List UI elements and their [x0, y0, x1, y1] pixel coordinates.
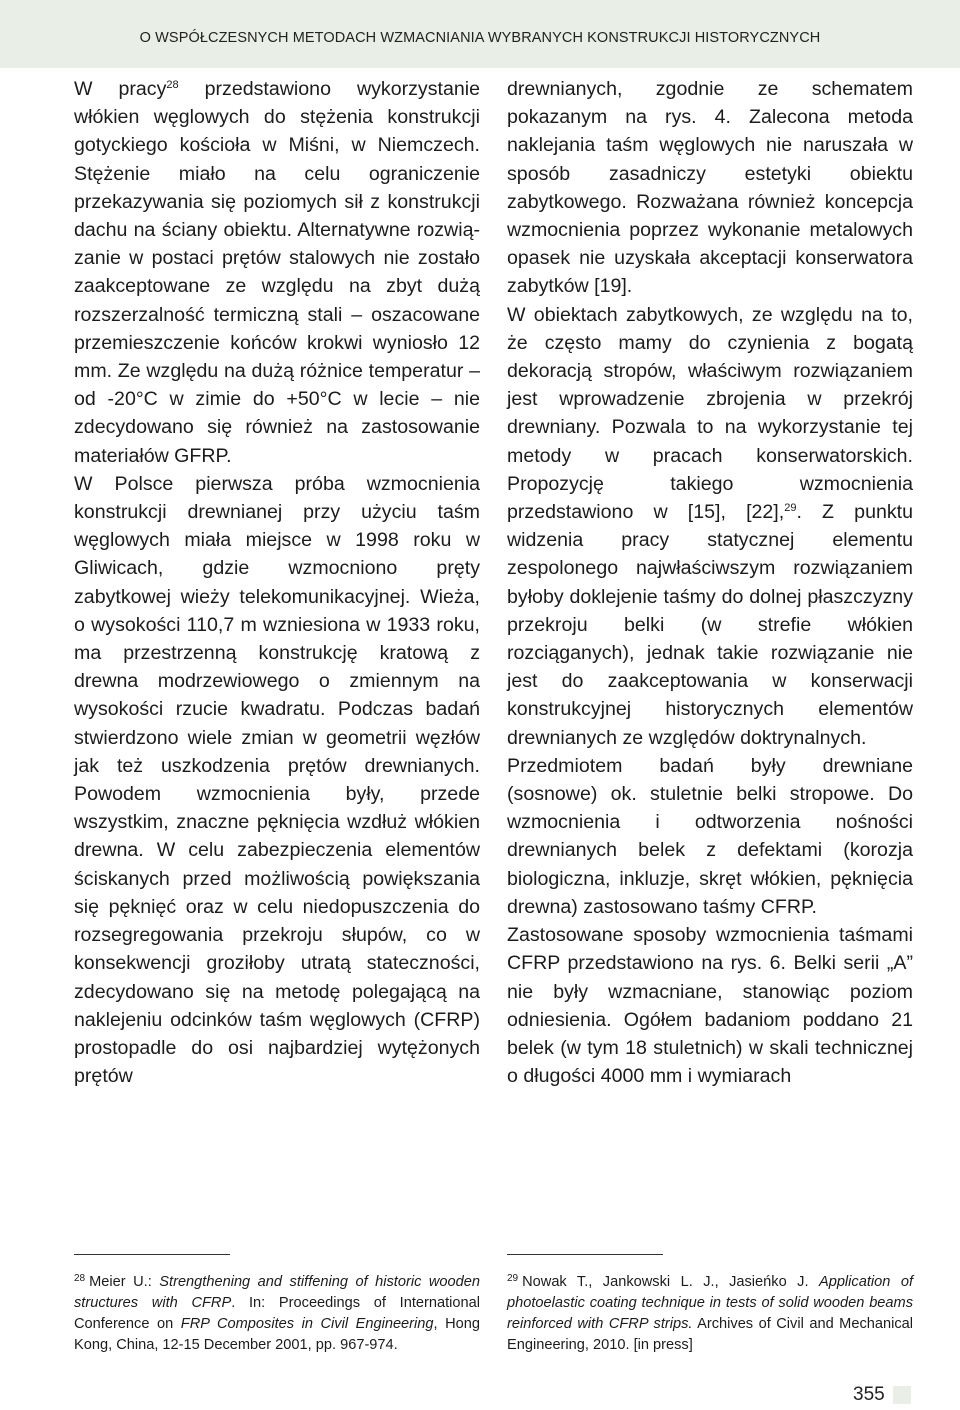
- footnote-divider: [74, 1254, 230, 1255]
- footnote-ref: 28: [166, 79, 179, 91]
- paragraph: drewnianych, zgodnie ze schematem pokazanym na rys. 4. Zalecona metoda naklejania taśm węglowych nie naruszała w sposób zasadniczy estetyki obiektu zabytkowego. Rozważana również koncepcja wzmocnienia poprzez wykonanie metalowych opasek nie uzyskała akceptacji konserwatora zabytków [19].: [507, 78, 913, 298]
- paragraph: Przedmiotem badań były drewniane (sosnowe) ok. stuletnie belki stropowe. Do wzmocnienia i odtworzenia nośności drewnianych belek z defektami (korozja biologiczna, inkluzje, skręt włókien, pęknięcia drewna) zastosowano taśmy CFRP.: [507, 754, 913, 918]
- right-column: [507, 75, 913, 1090]
- paragraph: W obiektach zabytkowych, ze względu na to, że często mamy do czynienia z bogatą dekoracją stropów, właściwym rozwiązaniem jest wprowadzenie zbrojenia w przekrój drewniany. Pozwala to na wykorzystanie tej metody w pracach konserwatorskich. Propozycję takiego wzmocnienia przedstawiono w [15], [22],$^{29}$. Z punktu widzenia pracy statycznej elementu zespolonego najwłaściwszym rozwiązaniem byłoby doklejenie taśmy do dolnej płaszczyzny przekroju belki (w strefie włókien rozciąganych), jednak takie rozwiązanie nie jest do zaakceptowania w konserwacji konstrukcyjnej historycznych elementów drewnianych ze względów doktrynalnych.: [507, 303, 913, 749]
- footnote-ref: 29: [784, 502, 797, 515]
- left-column: [74, 75, 480, 1090]
- running-title: O WSPÓŁCZESNYCH METODACH WZMACNIANIA WYBRANYCH KONSTRUKCJI HISTORYCZNYCH: [139, 30, 821, 46]
- footnote-28: $^{28}$ Meier U.: Strengthening and stiffening of historic wooden structures with CFRP. In: Proceedings of International Conference on FRP Composites in Civil Engineering, Hong Kong, China, 12-15 December 2001, pp. 967-974.: [74, 1273, 481, 1353]
- paragraph: W pracy$^{28}$ przedstawiono wykorzystanie włókien węglowych do stężenia konstrukcji gotyckiego kościoła w Miśni, w Niemczech. Stężenie miało na celu ograniczenie przekazywania się poziomych sił z konstrukcji dachu na ściany obiektu. Alternatywne rozwiązanie w postaci prętów stalowych nie zostało zaakceptowane ze względu na zbyt dużą rozszerzalność termiczną stali – oszacowane przemieszczenie końców krokwi wyniosło 12 mm. Ze względu na dużą różnice temperatur – od -20°C w zimie do +50°C w lecie – nie zdecydowano się również na zastosowanie materiałów GFRP.: [74, 78, 480, 467]
- page-number: 355: [853, 1384, 885, 1405]
- running-header: [0, 0, 960, 68]
- paragraph: Zastosowane sposoby wzmocnienia taśmami CFRP przedstawiono na rys. 6. Belki serii „A” nie były wzmacniane, stanowiąc poziom odniesienia. Ogółem badaniom poddano 21 belek (w tym 18 stuletnich) w skali technicznej o długości 4000 mm i wymiarach: [507, 924, 913, 1088]
- paragraph: W Polsce pierwsza próba wzmocnienia konstrukcji drewnianej przy użyciu taśm węglowych miała miejsce w 1998 roku w Gliwicach, gdzie wzmocniono pręty zabytkowej wieży telekomunikacyjnej. Wieża, o wysokości 110,7 m wzniesiona w 1933 roku, ma przestrzenną konstrukcję kratową z drewna modrzewiowego o zmiennym na wysokości rzucie kwadratu. Podczas badań stwierdzono wiele zmian w geometrii węzłów jak też uszkodzenia prętów drewnianych. Powodem wzmocnienia były, przede wszystkim, znaczne pęknięcia wzdłuż włókien drewna. W celu zabezpieczenia elementów ściskanych przed możliwością powiększania się pęknięć oraz w celu niedopuszczenia do rozsegregowania przekroju słupów, co w konsekwencji groziłoby utratą stateczności, zdecydowano się na metodę polegającą na naklejeniu odcinków taśm węglowych (CFRP) prostopadle do osi najbardziej wytężonych prętów: [74, 472, 480, 1088]
- footnote-29: $^{29}$ Nowak T., Jankowski L. J., Jasieńko J. Application of photoelastic coating technique in tests of solid wooden beams reinforced with CFRP strips. Archives of Civil and Mechanical Engineering, 2010. [in press]: [507, 1273, 913, 1353]
- page-number-marker: [893, 1386, 911, 1404]
- footnote-divider: [507, 1254, 663, 1255]
